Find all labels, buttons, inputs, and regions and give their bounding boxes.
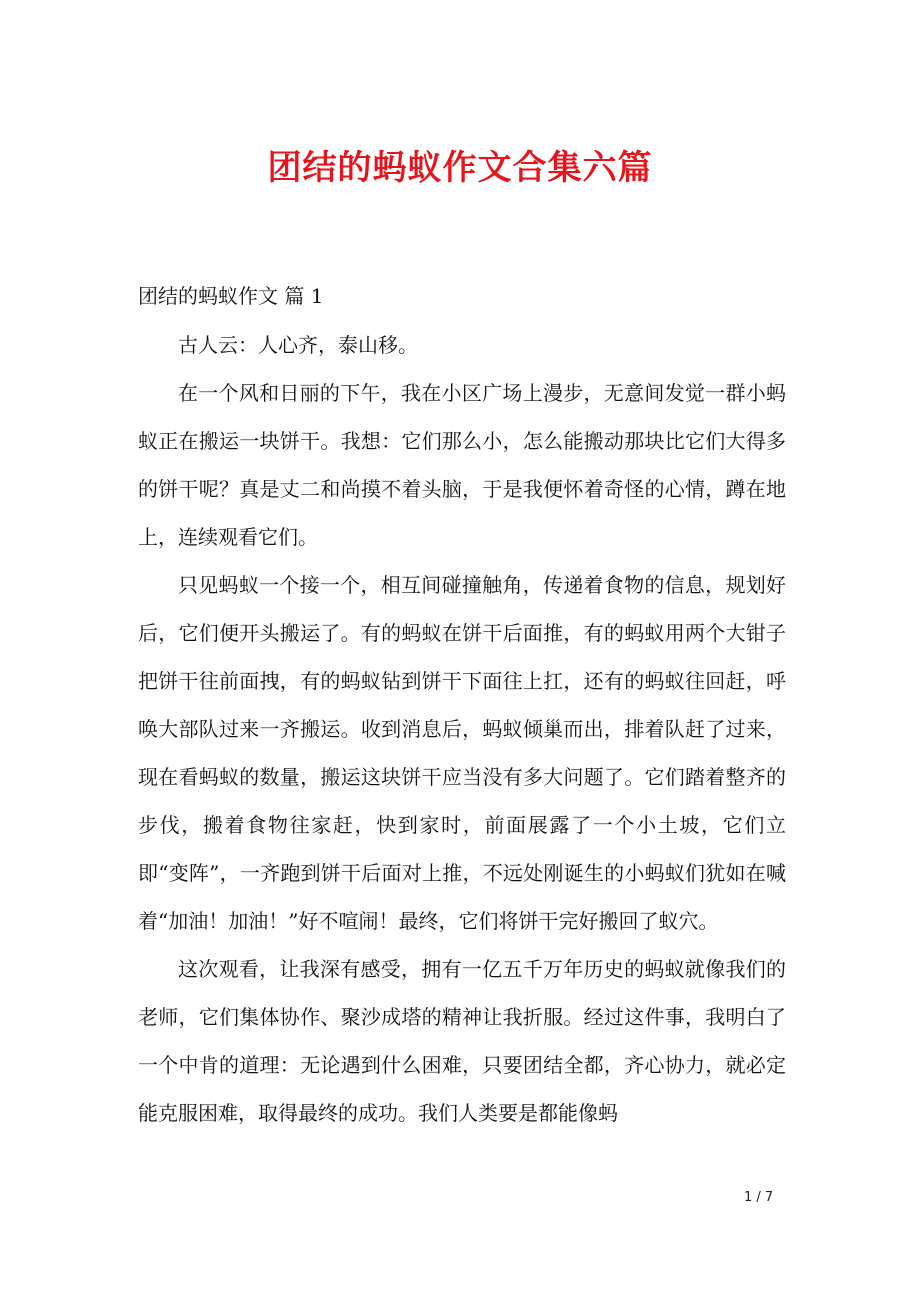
document-title: 团结的蚂蚁作文合集六篇 [267,148,653,188]
section-heading: 团结的蚂蚁作文 篇 1 [138,284,324,308]
paragraph: 这次观看，让我深有感受，拥有一亿五千万年历史的蚂蚁就像我们的老师，它们集体协作、聚沙成塔的精神让我折服。经过这件事，我明白了一个中肯的道理：无论遇到什么困难，只要团结全都，齐心协力，就必定能克服困难，取得最终的成功。我们人类要是都能像蚂 [138,957,786,1125]
body-text [138,321,786,1137]
paragraph: 在一个风和日丽的下午，我在小区广场上漫步，无意间发觉一群小蚂蚁正在搬运一块饼干。我想：它们那么小，怎么能搬动那块比它们大得多的饼干呢？真是丈二和尚摸不着头脑，于是我便怀着奇怪的心情，蹲在地上，连续观看它们。 [138,381,786,549]
page-number: 1 / 7 [744,1190,774,1205]
paragraph: 古人云：人心齐，泰山移。 [178,333,418,357]
paragraph: 只见蚂蚁一个接一个，相互间碰撞触角，传递着食物的信息，规划好后，它们便开头搬运了。有的蚂蚁在饼干后面推，有的蚂蚁用两个大钳子把饼干往前面拽，有的蚂蚁钻到饼干下面往上扛，还有的蚂蚁往回赶，呼唤大部队过来一齐搬运。收到消息后，蚂蚁倾巢而出，排着队赶了过来，现在看蚂蚁的数量，搬运这块饼干应当没有多大问题了。它们踏着整齐的步伐，搬着食物往家赶，快到家时，前面展露了一个小土坡，它们立即“变阵”，一齐跑到饼干后面对上推，不远处刚诞生的小蚂蚁们犹如在喊着“加油！加油！”好不喧闹！最终，它们将饼干完好搬回了蚁穴。 [138,573,786,933]
